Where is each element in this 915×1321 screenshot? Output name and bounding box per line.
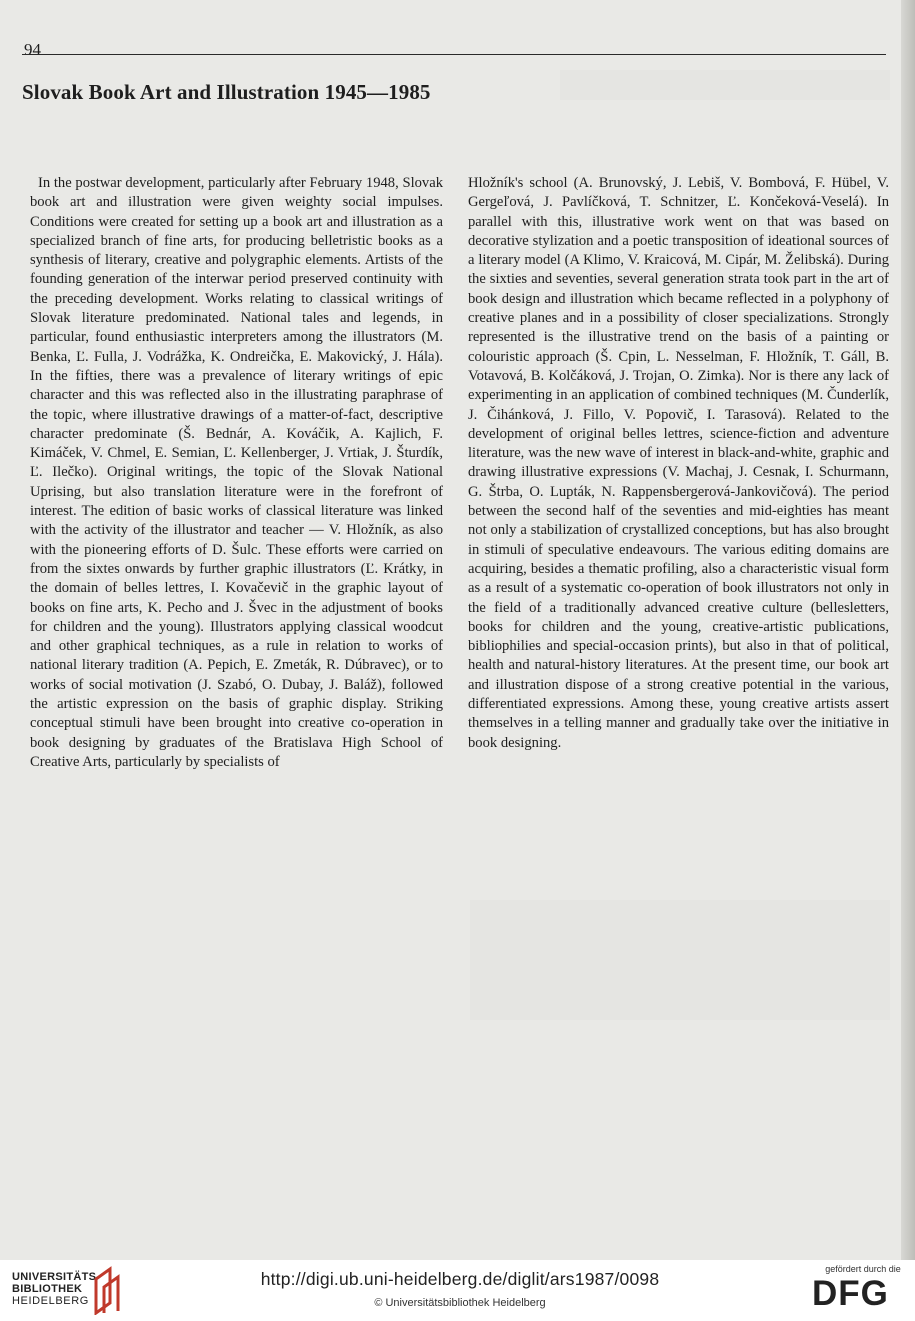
show-through-area: [470, 900, 890, 1020]
copyright-notice: © Universitätsbibliothek Heidelberg: [374, 1297, 546, 1309]
university-library-logo-icon[interactable]: [90, 1265, 124, 1315]
text-column-left: [30, 174, 443, 772]
book-spine-shadow: [901, 0, 915, 1260]
permalink-url[interactable]: http://digi.ub.uni-heidelberg.de/diglit/ars1987/0098: [260, 1269, 660, 1289]
logo-line-3: HEIDELBERG: [12, 1295, 89, 1307]
right-column-text: Hložník's school (A. Brunovský, J. Lebiš, V. Bombová, F. Hübel, V. Gergeľová, J. Pavlíčková, T. Schnitzer, Ľ. Končeková-Veselá). In parallel with this, illustrative work went on that was based on decorative stylization and a poetic transposition of ideational sources of a literary model (A Klimo, V. Kraicová, M. Cipár, M. Želibská). During the sixties and seventies, several generation strata took part in the art of book design and illustration which became reflected in a polyphony of creative planes and in a possibility of closer specializations. Strongly represented is the illustrative trend on the basis of a painting or colouristic approach (Š. Cpin, L. Nesselman, F. Hložník, T. Gáll, B. Votavová, B. Kolčáková, J. Trojan, O. Zimka). Nor is there any lack of experimenting in an application of combined techniques (M. Čunderlík, J. Čihánková, J. Fillo, V. Popovič, I. Tarasová). Related to the development of original belles lettres, science-fiction and adventure literature, was the new wave of interest in black-and-white, graphic and drawing illustrative expressions (V. Machaj, J. Cesnak, I. Schurmann, G. Štrba, O. Lupták, N. Rappensbergerová-Jankovičová). The period between the second half of the seventies and mid-eighties has meant not only a stabilization of crystallized conceptions, but has also brought in stimuli of speculative endeavours. The various editing domains are acquiring, besides a thematic profiling, also a characteristic visual form as a result of a systematic co-operation of book illustrators not only in the field of a traditionally advanced creative culture (bellesletters, books for children and the young, creative-artistic publications, bibliophilies and special-occasion prints), but also in that of political, health and natural-history literatures. At the present time, our book art and illustration dispose of a strong creative potential in the various, differentiated expressions. Among these, young creative artists assert themselves in a telling manner and gradually take over the initiative in book designing.: [468, 175, 889, 751]
text-column-right: [468, 174, 889, 753]
dfg-logo[interactable]: DFG: [812, 1274, 889, 1313]
logo-line-2: BIBLIOTHEK: [12, 1283, 83, 1295]
page-number: 94: [24, 40, 41, 59]
logo-line-1: UNIVERSITÄTS-: [12, 1271, 101, 1283]
dfg-caption: gefördert durch die: [825, 1264, 901, 1274]
article-title: Slovak Book Art and Illustration 1945—1985: [22, 80, 431, 104]
show-through-area-top: [560, 70, 890, 100]
header-rule: [22, 54, 886, 55]
left-column-text: In the postwar development, particularly after February 1948, Slovak book art and illustration were given weighty social impulses. Conditions were created for setting up a book art and illustration as a specialized branch of fine arts, for producing belletristic books as a synthesis of literary, creative and polygraphic elements. Artists of the founding generation of the interwar period preserved continuity with the preceding development. Works relating to classical writings of Slovak literature predominated. National tales and legends, in particular, found enthusiastic interpreters among the illustrators (M. Benka, Ľ. Fulla, J. Vodrážka, K. Ondreička, E. Makovický, J. Hála). In the fifties, there was a prevalence of literary writings of epic character and this was reflected also in the illustrating paraphrase of the topic, where illustrative drawings of a matter-of-fact, descriptive character predominate (Š. Bednár, A. Kováčik, A. Kajlich, F. Kimáček, V. Chmel, E. Semian, Ľ. Kellenberger, J. Vrtiak, J. Šturdík, Ľ. Ilečko). Original writings, the topic of the Slovak National Uprising, but also translation literature were in the forefront of interest. The edition of basic works of classical literature was linked with the activity of the illustrator and teacher — V. Hložník, as also with the pioneering efforts of D. Šulc. These efforts were carried on from the sixtes onwards by further graphic illustrators (Ľ. Krátky, in the domain of belles lettres, I. Kovačevič in the graphic layout of books on fine arts, K. Pecho and J. Švec in the adjustment of books for children and the young). Illustrators applying classical woodcut and other graphical techniques, as a rule in relation to works of national literary tradition (A. Pepich, E. Zmeták, R. Dúbravec), or to works of social motivation (J. Szabó, O. Dubay, J. Baláž), followed the artistic expression on the basis of graphic display. Striking conceptual stimuli have been brought into creative co-operation in book designing by graduates of the Bratislava High School of Creative Arts, particularly by specialists of: [30, 175, 443, 770]
university-library-logo-text[interactable]: [12, 1271, 100, 1307]
